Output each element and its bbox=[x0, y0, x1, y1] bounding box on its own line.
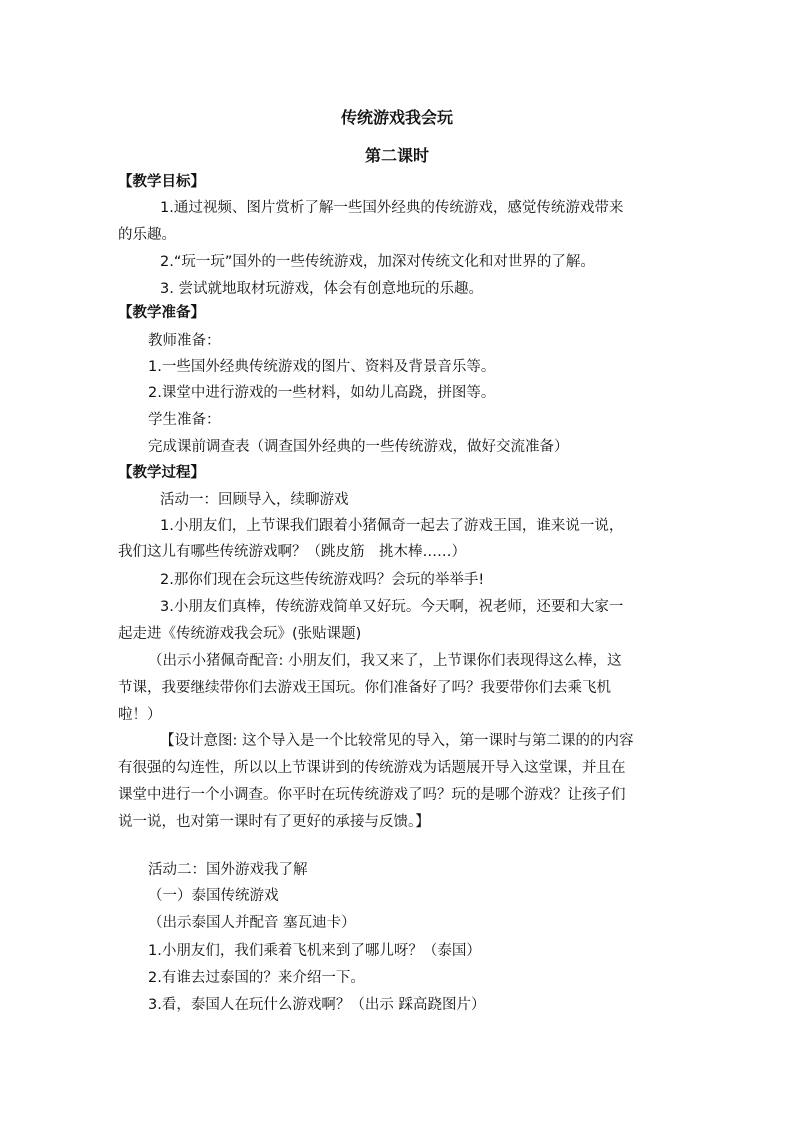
paragraph-line: 1.一些国外经典传统游戏的图片、资料及背景音乐等。 bbox=[148, 359, 496, 375]
paragraph-line: （一）泰国传统游戏 bbox=[148, 888, 279, 904]
document-subtitle: 第二课时 bbox=[364, 146, 429, 165]
paragraph-line: 的乐趣。 bbox=[118, 227, 176, 243]
paragraph-line: （出示小猪佩奇配音: 小朋友们，我又来了，上节课你们表现得这么棒，这 bbox=[148, 653, 622, 669]
paragraph-line: 活动二：国外游戏我了解 bbox=[148, 862, 308, 878]
paragraph-line: 3.看，泰国人在玩什么游戏啊？（出示 踩高跷图片） bbox=[148, 997, 486, 1013]
section-heading-objectives: 【教学目标】 bbox=[118, 174, 205, 190]
paragraph-line: 我们这儿有哪些传统游戏啊？（跳皮筋 挑木棒……） bbox=[118, 544, 466, 560]
document-title: 传统游戏我会玩 bbox=[340, 108, 453, 127]
design-intent-line: 课堂中进行一个小调查。你平时在玩传统游戏了吗？玩的是哪个游戏？让孩子们 bbox=[118, 787, 626, 803]
paragraph-line: 教师准备： bbox=[148, 333, 221, 349]
paragraph-line: 起走进《传统游戏我会玩》(张贴课题) bbox=[118, 626, 362, 642]
paragraph-line: 2.“玩一玩”国外的一些传统游戏，加深对传统文化和对世界的了解。 bbox=[160, 254, 595, 270]
paragraph-line: 2.有谁去过泰国的？来介绍一下。 bbox=[148, 970, 365, 986]
paragraph-line: 3. 尝试就地取材玩游戏，体会有创意地玩的乐趣。 bbox=[160, 281, 483, 297]
paragraph-line: 1.小朋友们，上节课我们跟着小猪佩奇一起去了游戏王国，谁来说一说， bbox=[160, 518, 624, 534]
paragraph-line: 3.小朋友们真棒，传统游戏简单又好玩。今天啊，祝老师，还要和大家一 bbox=[160, 599, 624, 615]
paragraph-line: 2.那你们现在会玩这些传统游戏吗？会玩的举举手! bbox=[160, 572, 485, 588]
paragraph-line: 1.小朋友们，我们乘着飞机来到了哪儿呀？（泰国） bbox=[148, 943, 481, 959]
design-intent-line: 有很强的勾连性，所以以上节课讲到的传统游戏为话题展开导入这堂课，并且在 bbox=[118, 760, 626, 776]
paragraph-line: 完成课前调查表（调查国外经典的一些传统游戏，做好交流准备） bbox=[148, 439, 569, 455]
paragraph-line: 啦！） bbox=[118, 707, 162, 723]
section-heading-process: 【教学过程】 bbox=[118, 465, 205, 481]
paragraph-line: 活动一：回顾导入，续聊游戏 bbox=[160, 492, 349, 508]
paragraph-line: 1.通过视频、图片赏析了解一些国外经典的传统游戏，感觉传统游戏带来 bbox=[160, 200, 624, 216]
paragraph-line: （出示泰国人并配音 塞瓦迪卡） bbox=[148, 915, 356, 931]
section-heading-preparation: 【教学准备】 bbox=[118, 305, 205, 321]
paragraph-line: 学生准备： bbox=[148, 412, 221, 428]
paragraph-line: 2.课堂中进行游戏的一些材料，如幼儿高跷，拼图等。 bbox=[148, 385, 496, 401]
design-intent-line: 【设计意图: 这个导入是一个比较常见的导入，第一课时与第二课的的内容 bbox=[160, 733, 634, 749]
paragraph-line: 节课，我要继续带你们去游戏王国玩。你们准备好了吗？我要带你们去乘飞机 bbox=[118, 680, 611, 696]
design-intent-line: 说一说，也对第一课时有了更好的承接与反馈。】 bbox=[118, 814, 430, 830]
